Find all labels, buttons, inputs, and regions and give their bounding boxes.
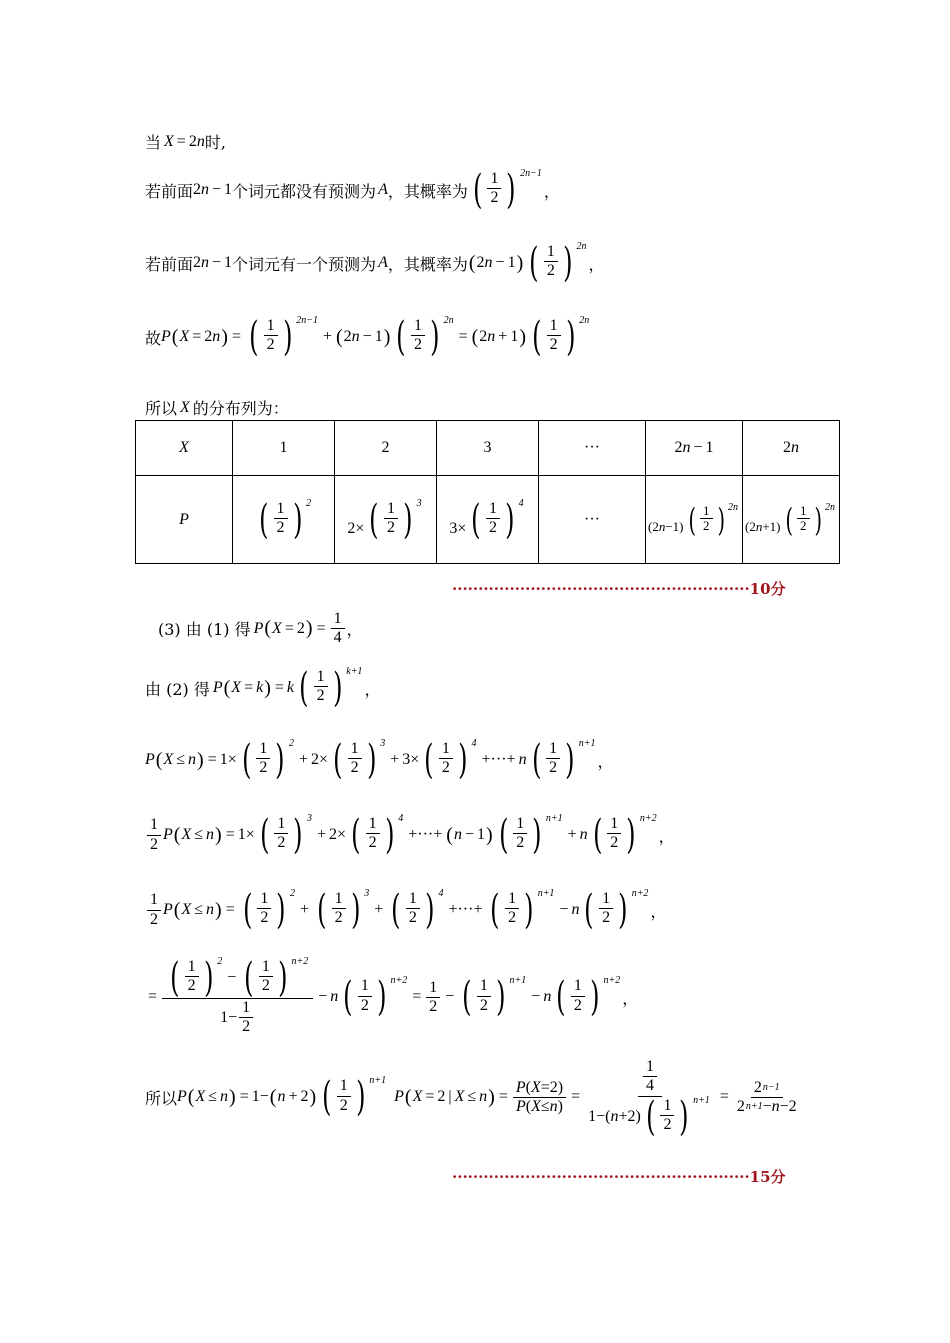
table-row-x: X 1 2 3 ··· 2n − 1 2n [136, 421, 840, 476]
case-prefix: 当 [145, 133, 162, 152]
score-mark-10: ·························································10分 [452, 580, 786, 598]
table-header-2n: 2n [743, 421, 840, 476]
half-sum-line: $\frac{1}{2}$ P ( X ≤ n ) = 1× ( $\frac{1}{2}$ ) $^3$ + 2× ( $\frac{1}{2}$ ) $^4$ +···+ ( n − 1 ) ( $\frac{1}{2}$ ) $^{n+1}$ + n ( $\frac{1}{2}$ ) $^{n+2}$ ， [145, 815, 675, 855]
table-header-x: X [136, 421, 233, 476]
distribution-intro: 所以 X 的分布列为： [145, 398, 289, 418]
table-p-label: P [136, 476, 233, 564]
part3-line2: 由 (2) 得 P ( X = k ) = k ( $\frac{1}{2}$ ) $^{k+1}$ ， [145, 665, 381, 711]
case-line: 当 X = 2 n 时, [145, 130, 226, 153]
geometric-sum-line: = ( $\frac{1}{2}$ ) $^2$ − ( $\frac{1}{2}$ ) $^{n+2}$ 1− $\frac{1}{2}$ − n ( $\frac{1}{2}$ ) $^{n+2}$ = $\frac{1}{2}$ − ( $\frac{1}{2}$ ) $^{n+1}$ − n ( $\frac{1}{2}$ ) $^{n+2}$ ， [148, 955, 639, 1036]
none-predicted-line: 若前面 2 n − 1 个词元都没有预测为 A ，其概率为 ( $\frac{1}{2}$ ) $^{2n-1}$ ， [145, 167, 560, 213]
distribution-table [135, 420, 840, 564]
case-suffix: 时, [204, 133, 226, 152]
score-mark-15: ·························································15分 [452, 1168, 786, 1186]
probability-2n-line: 故 P ( X = 2 n ) = ( $\frac{1}{2}$ ) $^{2n-1}$ + ( 2 n − 1 ) ( $\frac{1}{2}$ ) $^{2n}$ = ( 2 n + 1 ) ( $\frac{1}{2}$ ) $^{2n}$ [145, 314, 590, 360]
one-predicted-line: 若前面 2 n − 1 个词元有一个预测为 A ，其概率为 ( 2 n − 1 ) ( $\frac{1}{2}$ ) $^{2n}$ ， [145, 240, 605, 286]
final-line: 所以 P ( X ≤ n ) = 1− ( n + 2 ) ( $\frac{1}{2}$ ) $^{n+1}$ P ( X = 2 | X ≤ n ) = $\frac{P(X=2)}{P(X\le n)}$ = $\frac{1}{4}$ 1−( n +2) ( $\frac{1}{2}$ ) $^{n+1}$ = $\frac{2n-1}{2n+1-n-2}$ [145, 1058, 797, 1140]
difference-line: $\frac{1}{2}$ P ( X ≤ n ) = ( $\frac{1}{2}$ ) $^2$ + ( $\frac{1}{2}$ ) $^3$ + ( $\frac{1}{2}$ ) $^4$ +···+ ( $\frac{1}{2}$ ) $^{n+1}$ − n ( $\frac{1}{2}$ ) $^{n+2}$ ， [145, 890, 666, 930]
part3-line1: (3) 由 (1) 得 P ( X = 2 ) = $\frac{1}{4}$ ， [158, 610, 363, 647]
sum-line: P ( X ≤ n ) = 1× ( $\frac{1}{2}$ ) $^2$ + 2× ( $\frac{1}{2}$ ) $^3$ + 3× ( $\frac{1}{2}$ ) $^4$ +···+ n ( $\frac{1}{2}$ ) $^{n+1}$ ， [145, 737, 614, 783]
table-row-p: P ( $\frac{1}{2}$ ) $^2$ 2× ( $\frac{1}{2}$ ) $^3$ 3× ( $\frac{1}{2}$ ) $^4$ ··· (2n−1) ( $\frac{1}{2}$ ) $^{2n}$ (2n+1) ( $\frac{1}{2}$ ) $^{2n}$ [136, 476, 840, 564]
table-header-2n-1: 2n − 1 [646, 421, 743, 476]
